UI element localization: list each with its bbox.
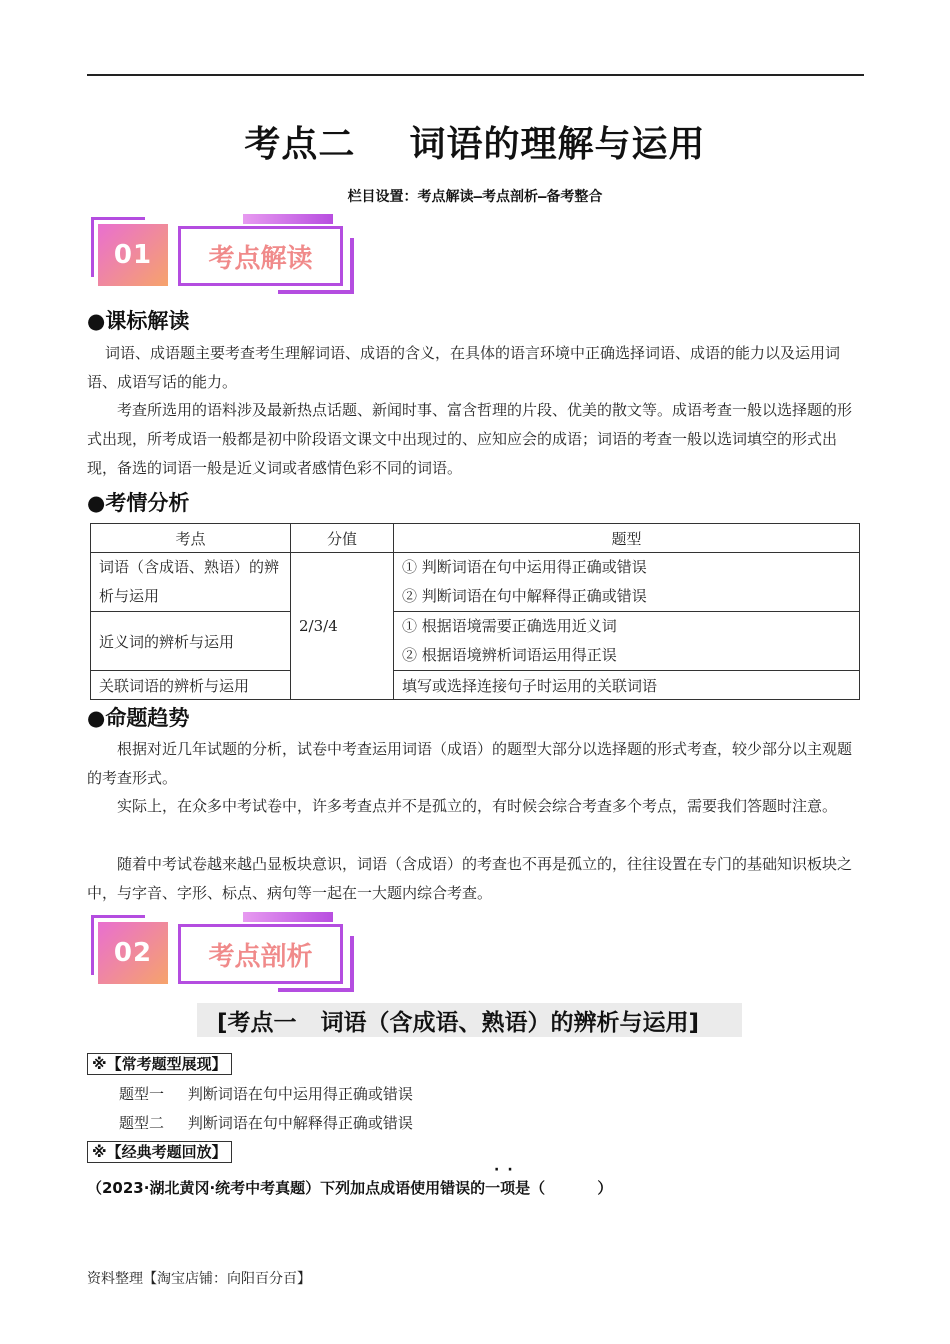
footer-note: 资料整理【淘宝店铺：向阳百分百】 bbox=[87, 1271, 311, 1287]
banner-decoration bbox=[350, 238, 354, 294]
table-row bbox=[91, 671, 860, 700]
emphasis-dots: ·· bbox=[494, 1162, 521, 1178]
heading-curriculum: ●课标解读 bbox=[87, 309, 190, 333]
table-row bbox=[91, 553, 860, 612]
point-heading: [考点一 词语（含成语、熟语）的辨析与运用] bbox=[197, 1003, 742, 1037]
table-cell-types: 填写或选择连接句子时运用的关联词语 bbox=[394, 671, 860, 700]
banner-frame bbox=[91, 915, 94, 975]
type-line: ② 判断词语在句中解释得正确或错误 bbox=[402, 587, 647, 605]
section-banner-02 bbox=[88, 912, 358, 996]
banner-decoration bbox=[350, 936, 354, 992]
table-cell-score: 2/3/4 bbox=[291, 553, 394, 700]
table-header: 题型 bbox=[394, 524, 860, 553]
paragraph: 词语、成语题主要考查考生理解词语、成语的含义，在具体的语言环境中正确选择词语、成语的能力以及运用词语、成语写话的能力。 bbox=[87, 344, 841, 391]
banner-frame bbox=[91, 915, 145, 918]
banner-decoration bbox=[278, 988, 354, 992]
banner-number: 01 bbox=[98, 224, 168, 286]
type-line: ② 根据语境辨析词语运用得正误 bbox=[402, 646, 617, 664]
table-cell-types bbox=[394, 612, 860, 671]
header-rule bbox=[87, 74, 864, 76]
analysis-table bbox=[90, 523, 860, 700]
heading-analysis: ●考情分析 bbox=[87, 491, 190, 515]
table-header: 考点 bbox=[91, 524, 291, 553]
banner-decoration bbox=[278, 290, 354, 294]
banner-frame bbox=[91, 217, 94, 277]
table-cell-point: 近义词的辨析与运用 bbox=[91, 612, 291, 671]
question-stem: （2023·湖北黄冈·统考中考真题）下列加点成语使用错误的一项是（ ） bbox=[87, 1179, 613, 1197]
banner-number: 02 bbox=[98, 922, 168, 984]
page-subtitle: 栏目设置：考点解读—考点剖析—备考整合 bbox=[347, 189, 603, 205]
paragraph: 考查所选用的语料涉及最新热点话题、新闻时事、富含哲理的片段、优美的散文等。成语考查一般以选择题的形式出现，所考成语一般都是初中阶段语文课文中出现过的、应知应会的成语；词语的考查一般以选词填空的形式出现，备选的词语一般是近义词或者感情色彩不同的词语。 bbox=[87, 401, 853, 477]
tag-common-types: ※【常考题型展现】 bbox=[87, 1053, 232, 1075]
banner-decoration bbox=[243, 214, 333, 224]
table-header-row bbox=[91, 524, 860, 553]
table-row bbox=[91, 612, 860, 671]
paragraph: 随着中考试卷越来越凸显板块意识，词语（含成语）的考查也不再是孤立的，往往设置在专门的基础知识板块之中，与字音、字形、标点、病句等一起在一大题内综合考查。 bbox=[87, 855, 853, 902]
tag-classic-questions: ※【经典考题回放】 bbox=[87, 1141, 232, 1163]
type-line: ① 判断词语在句中运用得正确或错误 bbox=[402, 558, 647, 576]
type-line: ① 根据语境需要正确选用近义词 bbox=[402, 617, 617, 635]
paragraph: 实际上，在众多中考试卷中，许多考查点并不是孤立的，有时候会综合考查多个考点，需要我们答题时注意。 bbox=[117, 797, 838, 815]
banner-decoration bbox=[243, 912, 333, 922]
section-banner-01 bbox=[88, 214, 358, 298]
heading-trend: ●命题趋势 bbox=[87, 706, 190, 730]
table-header: 分值 bbox=[291, 524, 394, 553]
type-item: 题型一 判断词语在句中运用得正确或错误 bbox=[119, 1085, 413, 1103]
banner-frame bbox=[91, 217, 145, 220]
page-title: 考点二 词语的理解与运用 bbox=[244, 124, 706, 165]
type-item: 题型二 判断词语在句中解释得正确或错误 bbox=[119, 1114, 413, 1132]
paragraph: 根据对近几年试题的分析，试卷中考查运用词语（成语）的题型大部分以选择题的形式考查，较少部分以主观题的考查形式。 bbox=[87, 740, 853, 787]
banner-label: 考点解读 bbox=[178, 226, 343, 286]
table-cell-point: 关联词语的辨析与运用 bbox=[91, 671, 291, 700]
banner-label: 考点剖析 bbox=[178, 924, 343, 984]
table-cell-point: 词语（含成语、熟语）的辨析与运用 bbox=[91, 553, 291, 612]
table-cell-types bbox=[394, 553, 860, 612]
